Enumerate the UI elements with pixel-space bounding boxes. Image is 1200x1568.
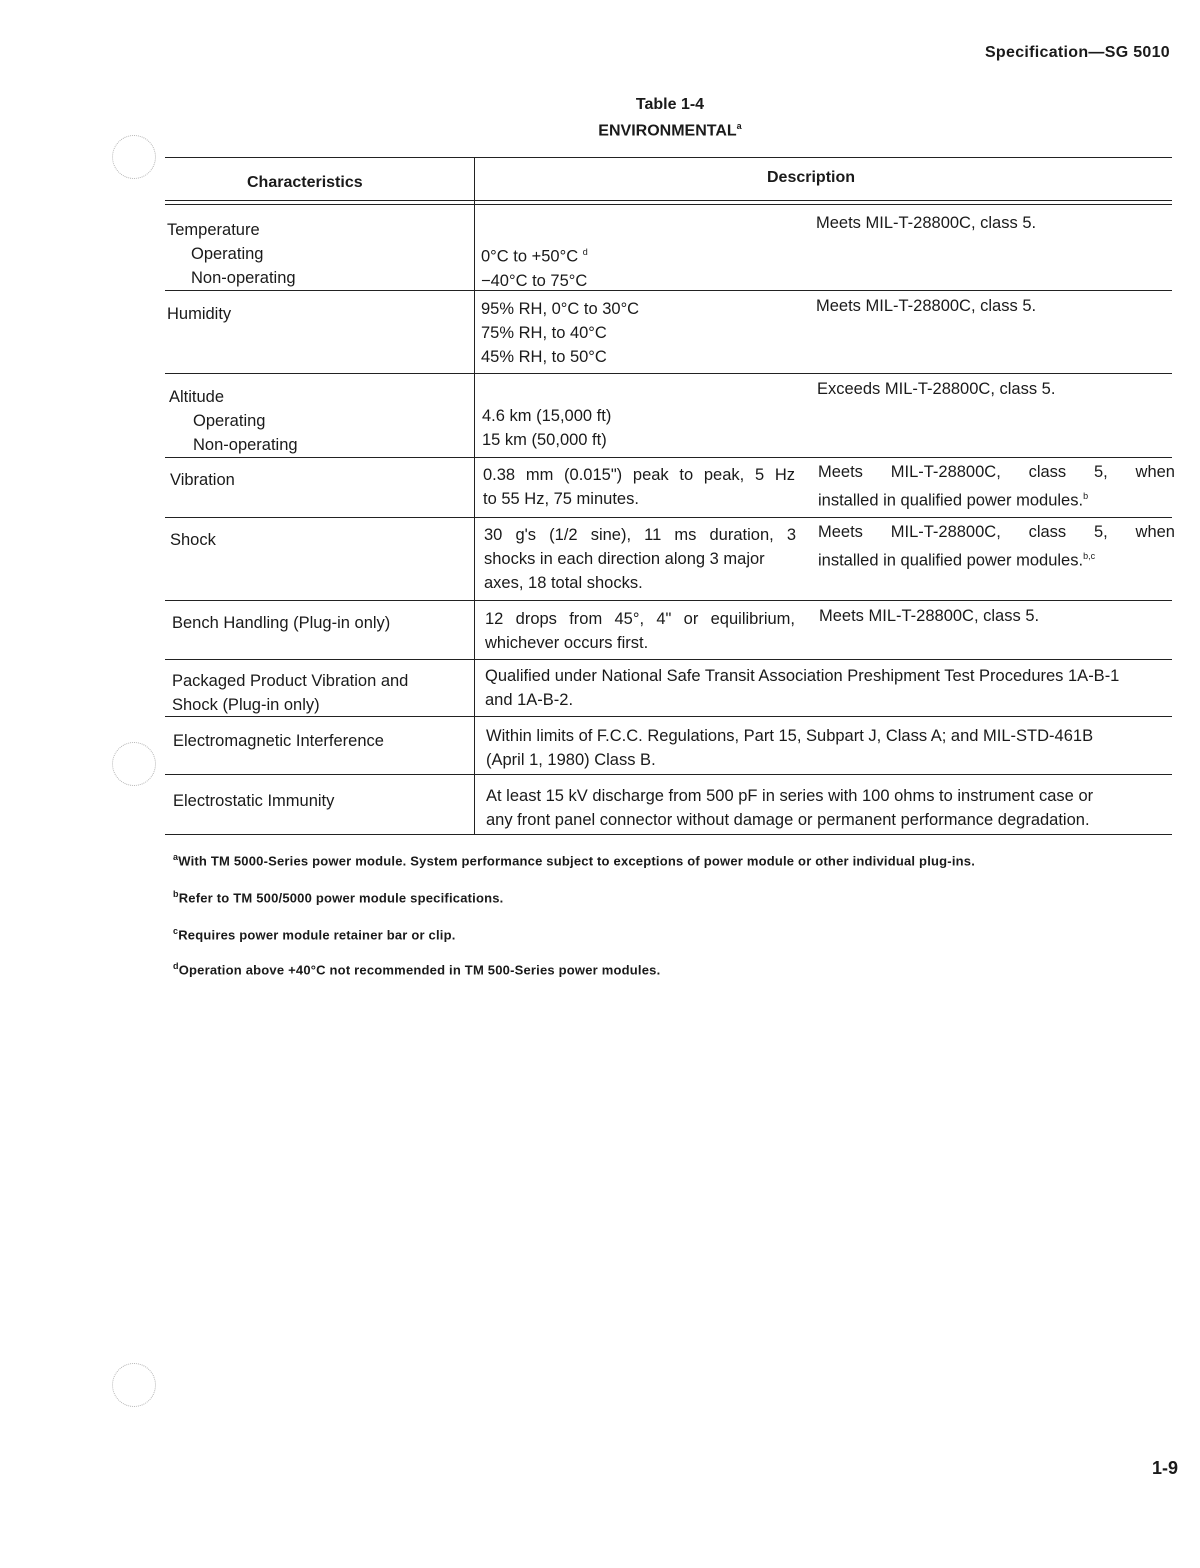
row-esd-characteristic: Electrostatic Immunity xyxy=(173,792,335,810)
footnote-ref: b,c xyxy=(1083,551,1096,561)
row-divider xyxy=(165,659,1172,660)
footnote-d: $^d$Operation above +40°C not recommended in TM 500-Series power modules. xyxy=(173,961,661,978)
row-humidity-characteristic: Humidity xyxy=(167,305,232,323)
footnote-ref: b xyxy=(1083,491,1089,501)
row-emi-characteristic: Electromagnetic Interference xyxy=(173,732,384,750)
row-humidity-description: 95% RH, 0°C to 30°C 75% RH, to 40°C 45% RH, to 50°C xyxy=(481,300,640,366)
footnote-c: $^c$Requires power module retainer bar or clip. xyxy=(173,926,456,943)
row-temperature-characteristic: Temperature Operating Non-operating xyxy=(167,221,296,287)
footnote-ref: a xyxy=(736,121,742,131)
punch-hole xyxy=(112,1363,156,1407)
row-shock-characteristic: Shock xyxy=(170,531,216,549)
row-shock-description: 30 g's (1/2 sine), 11 ms duration, 3 shocks in each direction along 3 major axes, 18 total shocks. xyxy=(484,526,796,592)
footnote-b: $^b$Refer to TM 500/5000 power module specifications. xyxy=(173,889,504,906)
column-header-description: Description xyxy=(767,169,856,186)
footnote-a: $^a$With TM 5000-Series power module. System performance subject to exceptions of power module or other individual plug-ins. xyxy=(173,852,976,869)
row-packaged-product-description: Qualified under National Safe Transit Association Preshipment Test Procedures 1A-B-1 and 1A-B-2. xyxy=(485,667,1120,709)
punch-hole xyxy=(112,742,156,786)
row-packaged-product-characteristic: Packaged Product Vibration and Shock (Plug-in only) xyxy=(172,672,409,714)
row-vibration-reference: Meets MIL-T-28800C, class 5, when installed in qualified power modules.$^b$ xyxy=(818,463,1175,510)
row-shock-reference: Meets MIL-T-28800C, class 5, when installed in qualified power modules.$^{b,c}$ xyxy=(818,523,1175,570)
row-vibration-description: 0.38 mm (0.015") peak to peak, 5 Hz to 55 Hz, 75 minutes. xyxy=(483,466,795,508)
row-divider xyxy=(165,774,1172,775)
row-divider xyxy=(165,290,1172,291)
row-divider xyxy=(165,373,1172,374)
row-bench-handling-description: 12 drops from 45°, 4" or equilibrium, whichever occurs first. xyxy=(485,610,795,652)
row-humidity-reference: Meets MIL-T-28800C, class 5. xyxy=(816,297,1037,315)
row-temperature-reference: Meets MIL-T-28800C, class 5. xyxy=(816,214,1037,232)
punch-hole xyxy=(112,135,156,179)
row-divider xyxy=(165,517,1172,518)
column-header-characteristics: Characteristics xyxy=(247,174,363,191)
row-altitude-reference: Exceeds MIL-T-28800C, class 5. xyxy=(817,380,1056,398)
row-bench-handling-reference: Meets MIL-T-28800C, class 5. xyxy=(819,607,1040,625)
row-divider xyxy=(165,457,1172,458)
row-emi-description: Within limits of F.C.C. Regulations, Part 15, Subpart J, Class A; and MIL-STD-461B (April 1, 1980) Class B. xyxy=(486,727,1094,769)
page-number: 1-9 xyxy=(1152,1458,1179,1478)
row-vibration-characteristic: Vibration xyxy=(170,471,235,489)
header-rule-double xyxy=(165,204,1172,205)
row-temperature-description: 0°C to +50°C $^d$ −40°C to 75°C xyxy=(481,247,588,290)
row-altitude-characteristic: Altitude Operating Non-operating xyxy=(169,388,298,454)
table-title: ENVIRONMENTAL$^a$ xyxy=(598,121,742,140)
table-number: Table 1-4 xyxy=(635,96,705,113)
header-rule xyxy=(165,200,1172,201)
running-header: Specification—SG 5010 xyxy=(984,44,1170,61)
row-altitude-description: 4.6 km (15,000 ft) 15 km (50,000 ft) xyxy=(482,407,612,449)
column-divider xyxy=(474,157,475,834)
row-divider xyxy=(165,600,1172,601)
footnote-ref: d xyxy=(582,247,588,257)
table-top-rule xyxy=(165,157,1172,158)
row-esd-description: At least 15 kV discharge from 500 pF in series with 100 ohms to instrument case or any front panel connector without damage or permanent performance degradation. xyxy=(486,787,1094,829)
table-bottom-rule xyxy=(165,834,1172,835)
row-bench-handling-characteristic: Bench Handling (Plug-in only) xyxy=(172,614,391,632)
